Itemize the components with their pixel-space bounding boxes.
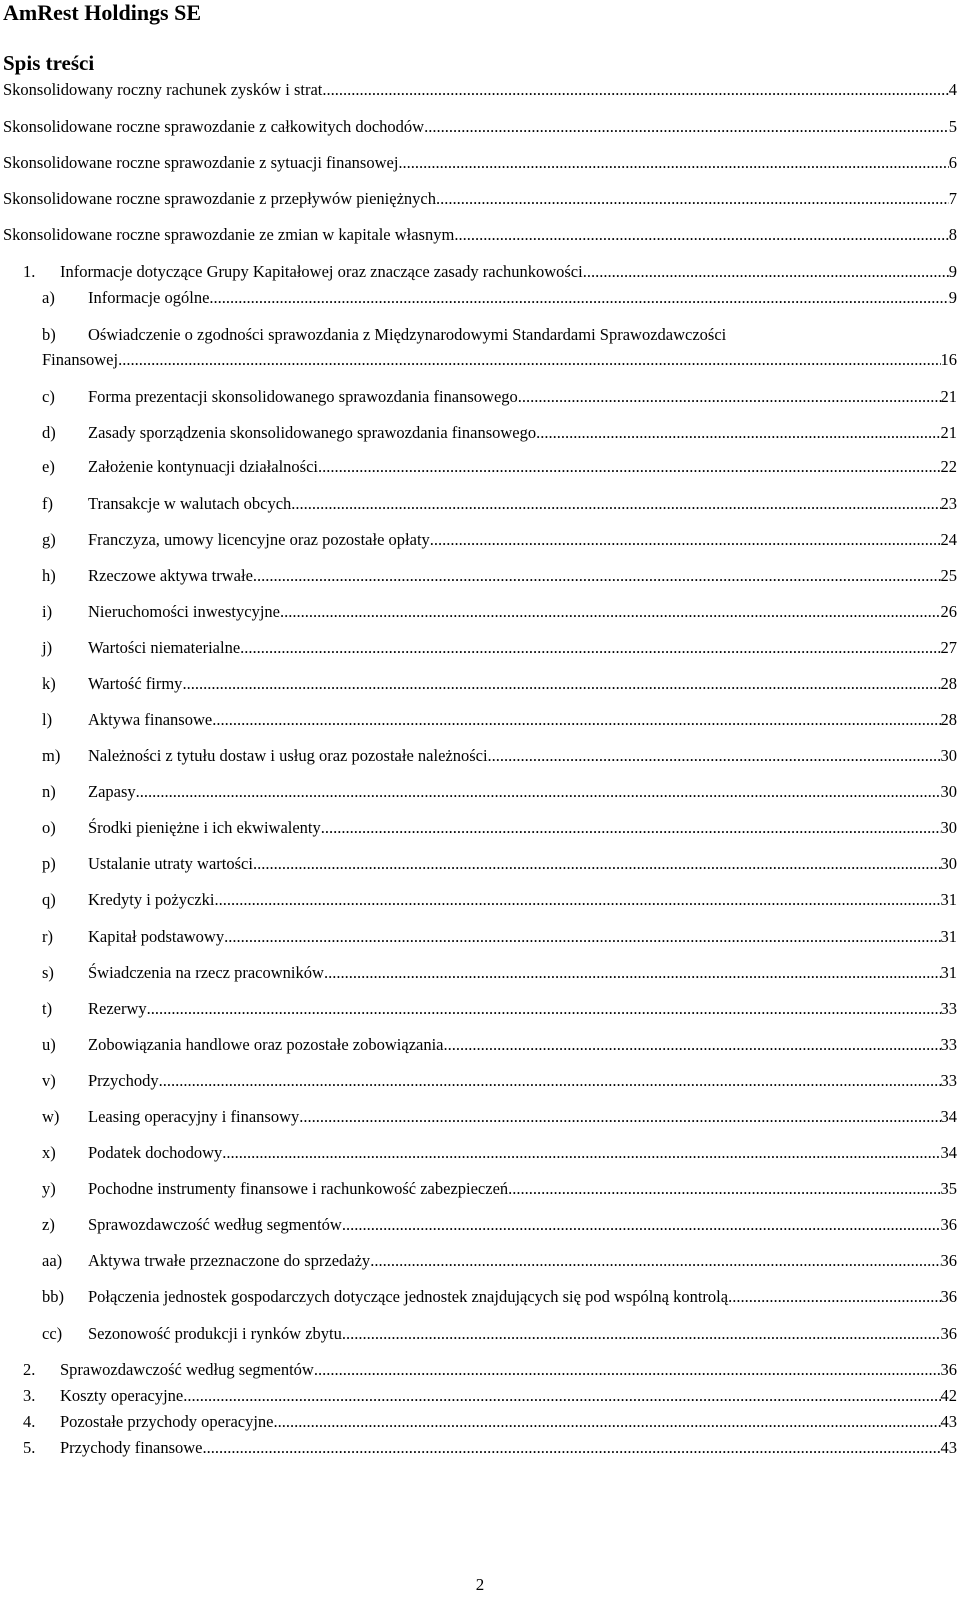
toc-entry-page: 36 [940, 1287, 957, 1306]
toc-entry-title: Podatek dochodowy [88, 1143, 223, 1162]
toc-entry-number: n) [42, 782, 56, 801]
toc-entry-title: Wartości niematerialne [88, 638, 241, 657]
toc-entry[interactable] [42, 387, 957, 407]
toc-entry-page: 30 [940, 854, 957, 873]
toc-entry-title: Zobowiązania handlowe oraz pozostałe zobowiązania [88, 1035, 444, 1054]
toc-entry-title: Rzeczowe aktywa trwałe [88, 566, 253, 585]
toc-entry-page: 30 [940, 782, 957, 801]
toc-entry-page: 42 [940, 1386, 957, 1405]
toc-entry[interactable] [42, 1179, 957, 1199]
dot-leader [424, 117, 949, 137]
toc-entry[interactable] [42, 1035, 957, 1055]
toc-entry[interactable] [3, 80, 957, 100]
toc-entry[interactable] [42, 818, 957, 838]
toc-entry-title: Skonsolidowane roczne sprawozdanie z sytuacji finansowej [3, 153, 399, 172]
toc-entry-number: r) [42, 927, 53, 946]
toc-entry-number: k) [42, 674, 56, 693]
toc-entry-number: a) [42, 288, 55, 307]
toc-entry-title: Koszty operacyjne [60, 1386, 184, 1405]
dot-leader [728, 1287, 940, 1307]
dot-leader [518, 387, 941, 407]
toc-entry-number: bb) [42, 1287, 64, 1306]
dot-leader [508, 1179, 940, 1199]
toc-entry[interactable] [42, 457, 957, 477]
toc-entry-title: Świadczenia na rzecz pracowników [88, 963, 324, 982]
toc-entry-number: p) [42, 854, 56, 873]
toc-entry[interactable] [42, 638, 957, 658]
toc-entry-page: 25 [940, 566, 957, 585]
toc-entry-page: 34 [940, 1143, 957, 1162]
toc-entry-page: 43 [940, 1438, 957, 1457]
toc-entry-number: x) [42, 1143, 56, 1162]
toc-entry[interactable] [3, 117, 957, 137]
toc-entry-page: 6 [948, 153, 957, 172]
toc-entry[interactable] [42, 927, 957, 947]
dot-leader [183, 1386, 940, 1406]
toc-entry-number: f) [42, 494, 53, 513]
toc-entry-page: 21 [940, 423, 957, 442]
toc-entry-title: Skonsolidowane roczne sprawozdanie z całkowitych dochodów [3, 117, 425, 136]
dot-leader [280, 602, 941, 622]
dot-leader [291, 494, 940, 514]
toc-entry-title: Wartość firmy [88, 674, 183, 693]
toc-entry-title: Zapasy [88, 782, 136, 801]
dot-leader [398, 153, 948, 173]
dot-leader [253, 854, 941, 874]
toc-entry-page: 36 [940, 1324, 957, 1343]
toc-entry[interactable] [3, 225, 957, 245]
toc-entry-number: z) [42, 1215, 55, 1234]
toc-entry-title: Środki pieniężne i ich ekwiwalenty [88, 818, 321, 837]
toc-entry-page: 16 [940, 350, 957, 369]
dot-leader [322, 80, 948, 100]
dot-leader [583, 262, 949, 282]
toc-entry-page: 8 [948, 225, 957, 244]
toc-entry-title: Forma prezentacji skonsolidowanego sprawozdania finansowego [88, 387, 518, 406]
toc-entry-number: 5. [23, 1438, 36, 1457]
toc-entry-title: Aktywa trwałe przeznaczone do sprzedaży [88, 1251, 371, 1270]
toc-entry[interactable] [3, 153, 957, 173]
toc-entry[interactable] [42, 1324, 957, 1344]
toc-entry-title: Finansowej [42, 350, 119, 369]
toc-entry-number: d) [42, 423, 56, 442]
toc-entry-title: Sezonowość produkcji i rynków zbytu [88, 1324, 342, 1343]
dot-leader [209, 288, 948, 308]
toc-entry-title: Kapitał podstawowy [88, 927, 225, 946]
toc-entry[interactable] [3, 189, 957, 209]
dot-leader [212, 710, 940, 730]
toc-entry-title: Skonsolidowany roczny rachunek zysków i strat [3, 80, 323, 99]
toc-entry[interactable] [42, 494, 957, 514]
toc-entry[interactable] [42, 530, 957, 550]
toc-entry-title: Założenie kontynuacji działalności [88, 457, 318, 476]
toc-entry-number: o) [42, 818, 56, 837]
toc-entry-number: aa) [42, 1251, 63, 1270]
toc-entry-page: 24 [940, 530, 957, 549]
dot-leader [444, 1035, 941, 1055]
toc-entry-title: Połączenia jednostek gospodarczych dotyczące jednostek znajdujących się pod wspólną kontrolą [88, 1287, 729, 1306]
toc-entry-number: l) [42, 710, 53, 729]
toc-entry-number: 2. [23, 1360, 36, 1379]
toc-entry-title: Pochodne instrumenty finansowe i rachunkowość zabezpieczeń [88, 1179, 509, 1198]
toc-entry[interactable] [42, 1107, 957, 1127]
dot-leader [224, 927, 940, 947]
dot-leader [342, 1324, 941, 1344]
toc-entry-title: Skonsolidowane roczne sprawozdanie ze zmian w kapitale własnym [3, 225, 455, 244]
toc-entry-page: 5 [948, 117, 957, 136]
dot-leader [299, 1107, 940, 1127]
toc-entry-number: 3. [23, 1386, 36, 1405]
toc-entry[interactable] [23, 1360, 957, 1380]
toc-entry[interactable] [42, 325, 957, 369]
toc-entry-page: 4 [948, 80, 957, 99]
toc-entry-page: 21 [940, 387, 957, 406]
toc-entry[interactable] [42, 566, 957, 586]
toc-entry[interactable] [42, 1287, 957, 1307]
toc-entry-number: u) [42, 1035, 56, 1054]
toc-entry[interactable] [42, 602, 957, 622]
toc-entry-number: t) [42, 999, 53, 1018]
toc-entry-page: 28 [940, 710, 957, 729]
toc-entry-page: 28 [940, 674, 957, 693]
dot-leader [314, 1360, 941, 1380]
toc-entry-page: 33 [940, 1071, 957, 1090]
toc-entry-title: Przychody finansowe [60, 1438, 203, 1457]
dot-leader [274, 1412, 941, 1432]
toc-entry-page: 27 [940, 638, 957, 657]
toc-entry-page: 35 [940, 1179, 957, 1198]
toc-entry-title: Pozostałe przychody operacyjne [60, 1412, 274, 1431]
dot-leader [318, 457, 941, 477]
toc-entry-title: Ustalanie utraty wartości [88, 854, 253, 873]
toc-entry[interactable] [42, 288, 957, 308]
toc-entry[interactable] [42, 710, 957, 730]
dot-leader [222, 1143, 940, 1163]
toc-entry-title: Informacje ogólne [88, 288, 210, 307]
dot-leader [342, 1215, 941, 1235]
page-number: 2 [475, 1575, 485, 1594]
toc-entry[interactable] [23, 1438, 957, 1458]
toc-entry-page: 33 [940, 999, 957, 1018]
toc-entry-title: Transakcje w walutach obcych [88, 494, 292, 513]
toc-entry-page: 30 [940, 746, 957, 765]
dot-leader [214, 890, 940, 910]
dot-leader [136, 782, 941, 802]
toc-entry-title: Rezerwy [88, 999, 147, 1018]
toc-entry[interactable] [42, 423, 957, 443]
toc-entry[interactable] [42, 746, 957, 766]
toc-entry-number: y) [42, 1179, 56, 1198]
toc-entry-title-line1: Oświadczenie o zgodności sprawozdania z Międzynarodowymi Standardami Sprawozdawczości [88, 325, 727, 344]
toc-entry-page: 31 [940, 890, 957, 909]
toc-entry[interactable] [42, 999, 957, 1019]
toc-entry-page: 36 [940, 1251, 957, 1270]
toc-entry-number: e) [42, 457, 55, 476]
toc-entry-number: b) [42, 325, 56, 344]
toc-entry-page: 34 [940, 1107, 957, 1126]
toc-entry-page: 9 [948, 288, 957, 307]
toc-entry-number: 4. [23, 1412, 36, 1431]
toc-entry-number: 1. [23, 262, 36, 281]
toc-entry-page: 26 [940, 602, 957, 621]
dot-leader [454, 225, 948, 245]
toc-entry[interactable] [23, 262, 957, 282]
dot-leader [321, 818, 941, 838]
toc-entry-page: 7 [948, 189, 957, 208]
dot-leader [536, 423, 940, 443]
toc-entry-title: Kredyty i pożyczki [88, 890, 215, 909]
toc-entry-number: j) [42, 638, 53, 657]
toc-entry-page: 31 [940, 927, 957, 946]
toc-entry-title: Sprawozdawczość według segmentów [60, 1360, 314, 1379]
toc-entry-number: g) [42, 530, 56, 549]
dot-leader [182, 674, 940, 694]
toc-entry-title: Zasady sporządzenia skonsolidowanego sprawozdania finansowego [88, 423, 537, 442]
dot-leader [324, 963, 941, 983]
toc-entry-number: i) [42, 602, 53, 621]
dot-leader [203, 1438, 941, 1458]
toc-entry-page: 33 [940, 1035, 957, 1054]
dot-leader [370, 1251, 940, 1271]
toc-entry[interactable] [23, 1412, 957, 1432]
toc-entry[interactable] [42, 1071, 957, 1091]
toc-entry-page: 36 [940, 1215, 957, 1234]
toc-entry-title: Należności z tytułu dostaw i usług oraz pozostałe należności [88, 746, 488, 765]
toc-entry-number: cc) [42, 1324, 63, 1343]
toc-entry-number: m) [42, 746, 61, 765]
dot-leader [488, 746, 941, 766]
toc-entry-page: 31 [940, 963, 957, 982]
toc-entry-number: s) [42, 963, 54, 982]
dot-leader [253, 566, 941, 586]
toc-entry-title: Sprawozdawczość według segmentów [88, 1215, 342, 1234]
toc-entry-page: 30 [940, 818, 957, 837]
toc-entry-page: 9 [948, 262, 957, 281]
toc-entry[interactable] [42, 1251, 957, 1271]
toc-entry[interactable] [42, 674, 957, 694]
dot-leader [159, 1071, 941, 1091]
toc-entry-number: w) [42, 1107, 60, 1126]
toc-entry-number: h) [42, 566, 56, 585]
dot-leader [118, 350, 940, 370]
toc-entry[interactable] [42, 963, 957, 983]
toc-entry-title: Nieruchomości inwestycyjne [88, 602, 280, 621]
toc-entry-number: c) [42, 387, 55, 406]
toc-entry-number: v) [42, 1071, 56, 1090]
toc-entry[interactable] [42, 782, 957, 802]
toc-entry[interactable] [42, 1143, 957, 1163]
toc-entry-title: Franczyza, umowy licencyjne oraz pozostałe opłaty [88, 530, 430, 549]
toc-entry-title: Aktywa finansowe [88, 710, 213, 729]
toc-entry-title: Przychody [88, 1071, 159, 1090]
toc-entry-title: Informacje dotyczące Grupy Kapitałowej oraz znaczące zasady rachunkowości [60, 262, 583, 281]
toc-entry-title: Leasing operacyjny i finansowy [88, 1107, 300, 1126]
toc-entry[interactable] [42, 1215, 957, 1235]
toc-entry[interactable] [42, 854, 957, 874]
dot-leader [436, 189, 949, 209]
company-name: AmRest Holdings SE [3, 0, 202, 25]
toc-entry-page: 36 [940, 1360, 957, 1379]
toc-entry-title: Skonsolidowane roczne sprawozdanie z przepływów pieniężnych [3, 189, 436, 208]
toc-entry-page: 23 [940, 494, 957, 513]
dot-leader [240, 638, 940, 658]
toc-entry[interactable] [23, 1386, 957, 1406]
dot-leader [430, 530, 941, 550]
toc-entry-page: 22 [940, 457, 957, 476]
toc-title: Spis treści [3, 51, 95, 75]
toc-entry-number: q) [42, 890, 56, 909]
toc-entry-page: 43 [940, 1412, 957, 1431]
toc-entry[interactable] [42, 890, 957, 910]
dot-leader [147, 999, 941, 1019]
